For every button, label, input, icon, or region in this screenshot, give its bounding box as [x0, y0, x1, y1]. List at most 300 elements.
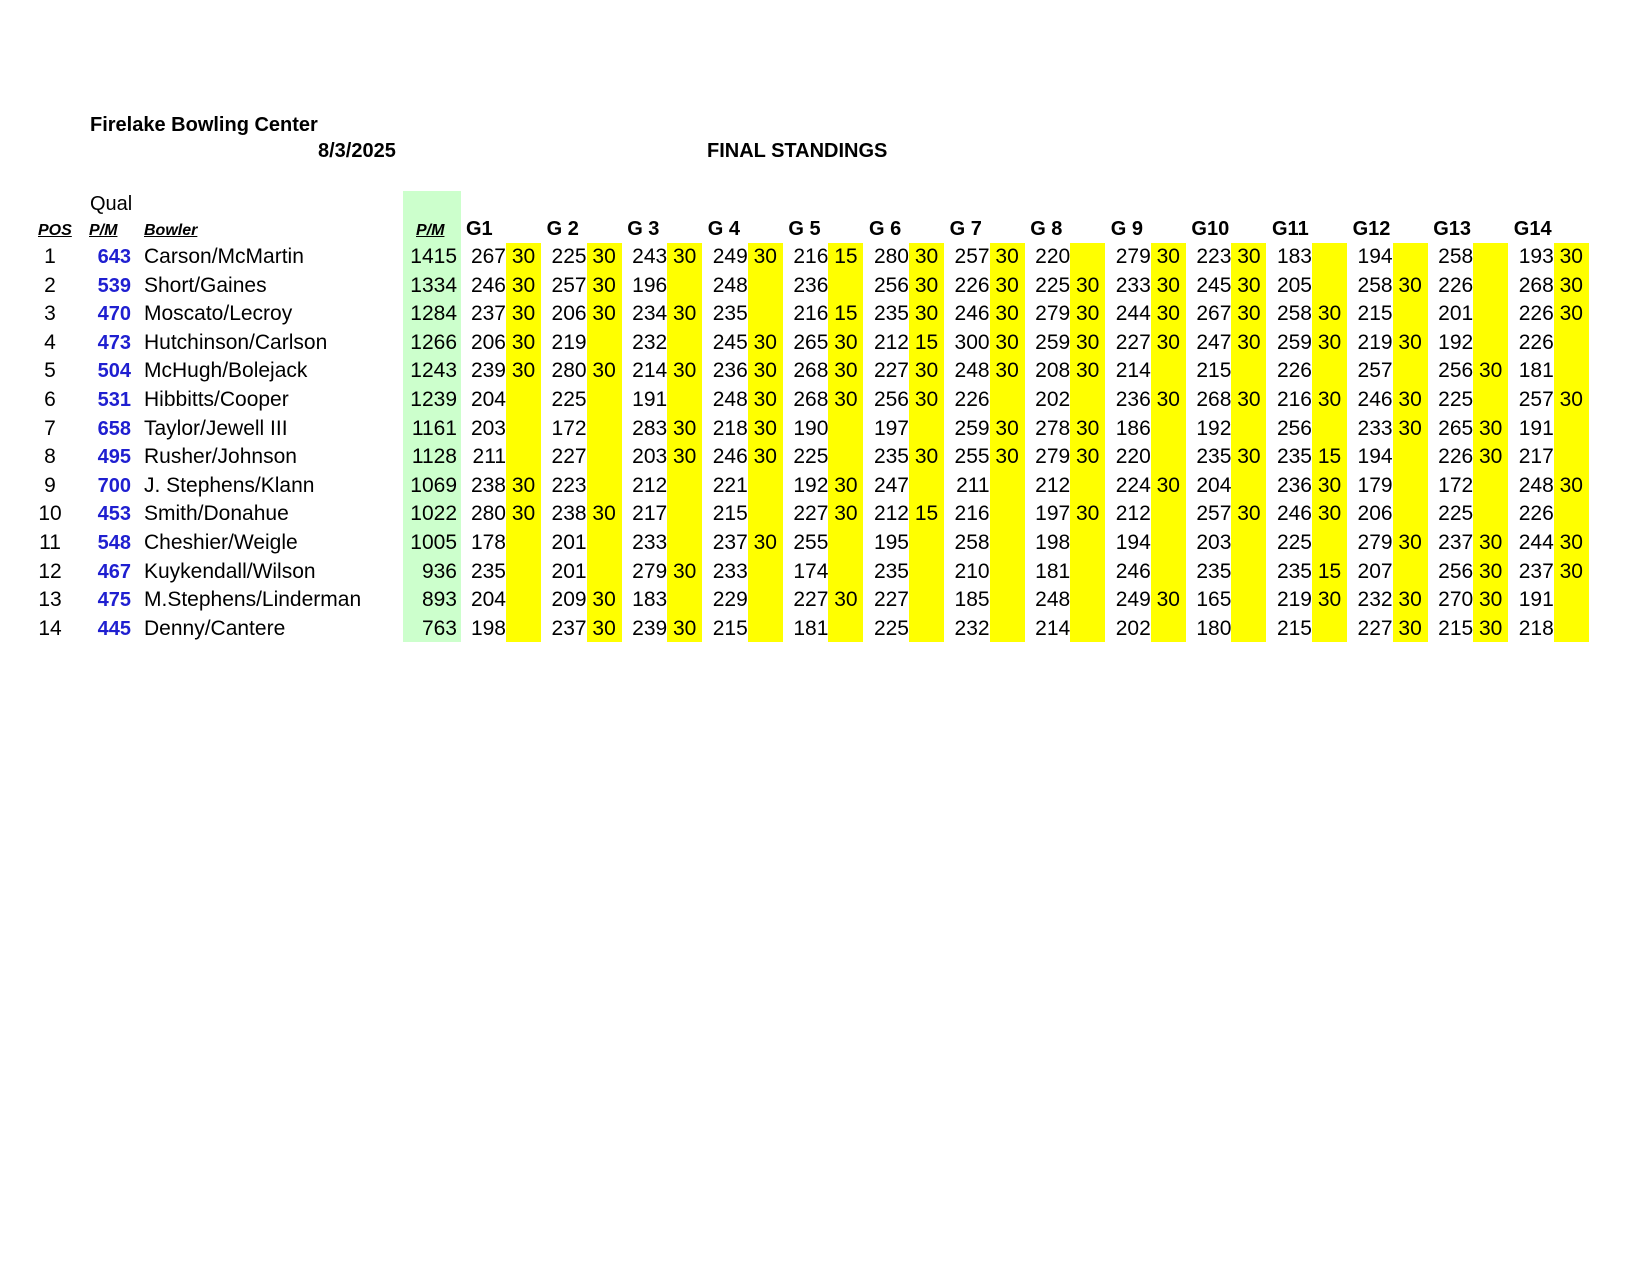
header-pos: POS	[38, 222, 72, 239]
game-score: 267	[1196, 302, 1232, 326]
game-score: 255	[954, 445, 990, 469]
game-score: 235	[1276, 559, 1312, 583]
total-pm: 1266	[410, 330, 457, 354]
game-score: 227	[551, 445, 587, 469]
game-bonus: 30	[914, 359, 939, 383]
game-score: 204	[470, 588, 506, 612]
game-score: 246	[1115, 559, 1151, 583]
game-score: 256	[1438, 559, 1474, 583]
header-game-10: G10	[1191, 218, 1230, 240]
game-bonus: 30	[1076, 330, 1100, 354]
game-score: 257	[551, 273, 587, 297]
game-score: 218	[1518, 616, 1554, 640]
game-score: 258	[1357, 273, 1393, 297]
game-score: 212	[632, 473, 668, 497]
game-bonus: 30	[592, 359, 616, 383]
game-score: 218	[712, 416, 748, 440]
game-score: 232	[1357, 588, 1393, 612]
game-score: 247	[873, 473, 909, 497]
game-score: 211	[956, 473, 990, 497]
bowler-name: Kuykendall/Wilson	[144, 559, 316, 583]
game-score: 235	[1196, 559, 1232, 583]
table-row	[0, 472, 1650, 501]
game-score: 174	[793, 559, 829, 583]
game-score: 268	[793, 388, 829, 411]
game-score: 180	[1196, 616, 1232, 640]
game-score: 214	[1115, 359, 1151, 383]
game-score: 259	[954, 416, 990, 440]
game-score: 238	[470, 473, 506, 497]
game-score: 268	[793, 359, 829, 383]
game-bonus: 30	[753, 388, 777, 411]
game-bonus: 30	[995, 359, 1019, 383]
game-score: 212	[1035, 473, 1071, 497]
game-score: 234	[632, 302, 668, 326]
game-score: 191	[1518, 588, 1554, 612]
game-bonus: 30	[995, 302, 1019, 326]
game-score: 215	[1357, 302, 1393, 326]
game-bonus: 30	[673, 245, 697, 268]
game-bonus: 30	[511, 245, 536, 268]
game-bonus: 30	[1237, 502, 1261, 526]
game-bonus: 30	[673, 616, 697, 640]
game-score: 223	[1196, 245, 1232, 268]
game-score: 245	[712, 330, 748, 354]
game-score: 259	[1035, 330, 1071, 354]
bowler-name: Rusher/Johnson	[144, 445, 297, 469]
game-score: 245	[1196, 273, 1232, 297]
game-score: 192	[793, 473, 829, 497]
game-score: 185	[954, 588, 990, 612]
game-score: 244	[1115, 302, 1151, 326]
game-bonus: 30	[1156, 588, 1180, 612]
game-bonus: 30	[834, 473, 858, 497]
header-bowler: Bowler	[144, 222, 198, 239]
header-game-3: G 3	[627, 218, 660, 240]
qual-pm: 548	[97, 532, 131, 554]
game-score: 229	[712, 588, 748, 612]
table-row	[0, 415, 1650, 444]
game-bonus: 30	[1317, 302, 1342, 326]
game-bonus: 30	[592, 273, 616, 297]
game-score: 268	[1196, 388, 1232, 411]
game-bonus: 15	[914, 502, 939, 526]
qual-label: Qual	[90, 193, 133, 215]
game-bonus: 30	[1156, 245, 1180, 268]
game-bonus: 30	[1237, 330, 1261, 354]
game-score: 219	[1276, 588, 1312, 612]
position: 9	[44, 473, 56, 497]
game-score: 249	[1115, 588, 1151, 612]
game-score: 220	[1115, 445, 1151, 469]
page-title: FINAL STANDINGS	[707, 140, 888, 162]
game-score: 258	[1438, 245, 1474, 268]
game-score: 181	[793, 616, 829, 640]
qual-pm: 495	[97, 446, 131, 469]
game-bonus: 15	[1317, 445, 1342, 469]
game-bonus: 30	[1076, 445, 1100, 469]
game-score: 246	[712, 445, 748, 469]
game-score: 239	[632, 616, 668, 640]
game-score: 183	[1276, 245, 1312, 268]
game-score: 215	[712, 616, 748, 640]
game-bonus: 30	[995, 245, 1019, 268]
bowler-name: Cheshier/Weigle	[144, 531, 298, 554]
qual-pm: 700	[97, 474, 131, 497]
game-bonus: 30	[1317, 473, 1342, 497]
total-pm: 936	[421, 559, 457, 583]
game-bonus: 30	[592, 245, 616, 268]
game-score: 238	[551, 502, 587, 526]
game-score: 283	[632, 416, 668, 440]
game-score: 194	[1357, 245, 1393, 268]
game-score: 226	[1276, 359, 1312, 383]
game-bonus: 30	[511, 273, 536, 297]
game-score: 217	[632, 502, 668, 526]
header-total-pm: P/M	[416, 222, 445, 239]
total-pm: 1415	[410, 245, 457, 268]
game-score: 246	[954, 302, 990, 326]
game-score: 270	[1438, 588, 1474, 612]
game-bonus: 30	[592, 616, 616, 640]
game-score: 193	[1518, 245, 1554, 268]
game-score: 217	[1518, 445, 1554, 469]
game-score: 233	[712, 559, 748, 583]
game-score: 247	[1196, 330, 1232, 354]
game-score: 278	[1035, 416, 1071, 440]
position: 12	[38, 559, 62, 583]
game-score: 249	[712, 245, 748, 268]
game-score: 194	[1357, 445, 1393, 469]
total-pm: 1005	[410, 531, 457, 554]
game-score: 265	[793, 330, 829, 354]
header-game-4: G 4	[707, 218, 741, 240]
table-row	[0, 386, 1650, 415]
game-bonus: 30	[1398, 330, 1422, 354]
game-score: 183	[632, 588, 668, 612]
game-bonus: 30	[511, 330, 536, 354]
bowler-name: J. Stephens/Klann	[144, 473, 315, 497]
game-score: 248	[954, 359, 990, 383]
game-score: 197	[873, 416, 909, 440]
game-bonus: 30	[592, 502, 616, 526]
game-bonus: 30	[1559, 559, 1583, 583]
game-score: 256	[873, 273, 909, 297]
game-score: 219	[1357, 330, 1393, 354]
game-score: 233	[1357, 416, 1393, 440]
game-score: 248	[1035, 588, 1071, 612]
game-score: 256	[873, 388, 909, 411]
total-pm: 1022	[410, 502, 457, 526]
table-row	[0, 586, 1650, 615]
total-pm: 1239	[410, 388, 457, 411]
game-score: 192	[1438, 330, 1474, 354]
game-bonus: 15	[1317, 559, 1342, 583]
game-score: 232	[954, 616, 990, 640]
event-date: 8/3/2025	[318, 140, 396, 162]
game-bonus: 30	[1156, 388, 1180, 411]
game-bonus: 30	[834, 388, 858, 411]
game-score: 237	[551, 616, 587, 640]
game-score: 226	[1518, 330, 1554, 354]
game-score: 246	[470, 273, 506, 297]
game-score: 216	[793, 245, 829, 268]
table-row	[0, 558, 1650, 587]
position: 1	[44, 245, 56, 268]
game-bonus: 30	[1076, 273, 1100, 297]
game-score: 196	[632, 273, 668, 297]
bowler-name: Moscato/Lecroy	[144, 302, 293, 326]
header-game-11: G11	[1272, 218, 1309, 240]
position: 13	[38, 588, 62, 612]
game-score: 233	[1115, 273, 1151, 297]
game-score: 237	[1518, 559, 1554, 583]
game-score: 181	[1518, 359, 1554, 383]
game-bonus: 30	[1237, 245, 1261, 268]
position: 11	[39, 531, 61, 554]
game-bonus: 30	[1398, 416, 1422, 440]
game-score: 236	[712, 359, 748, 383]
game-score: 225	[793, 445, 829, 469]
game-score: 227	[793, 502, 829, 526]
game-score: 227	[873, 588, 909, 612]
qual-pm: 473	[97, 331, 131, 354]
game-score: 206	[551, 302, 587, 326]
game-score: 257	[954, 245, 990, 268]
game-score: 255	[793, 531, 829, 554]
header-game-1: G1	[466, 218, 493, 240]
game-score: 198	[1035, 531, 1071, 554]
game-bonus: 30	[1559, 302, 1583, 326]
game-bonus: 30	[1156, 273, 1180, 297]
game-score: 215	[1276, 616, 1312, 640]
position: 5	[44, 359, 56, 383]
game-score: 227	[873, 359, 909, 383]
game-score: 194	[1115, 531, 1151, 554]
game-score: 236	[793, 273, 829, 297]
game-score: 212	[1115, 502, 1151, 526]
game-bonus: 30	[914, 388, 939, 411]
game-score: 279	[1035, 445, 1071, 469]
table-row	[0, 500, 1650, 529]
game-score: 212	[873, 502, 909, 526]
game-score: 216	[1276, 388, 1312, 411]
header-qual-pm: P/M	[89, 222, 118, 239]
total-pm: 1128	[411, 445, 457, 469]
position: 3	[44, 302, 56, 326]
game-bonus: 15	[914, 330, 939, 354]
game-score: 237	[712, 531, 748, 554]
game-score: 207	[1357, 559, 1393, 583]
game-score: 258	[1276, 302, 1312, 326]
game-bonus: 30	[511, 359, 536, 383]
game-score: 172	[1438, 473, 1474, 497]
game-bonus: 30	[1559, 245, 1583, 268]
game-score: 226	[1438, 273, 1474, 297]
game-bonus: 30	[995, 416, 1019, 440]
game-score: 216	[954, 502, 990, 526]
game-score: 178	[470, 531, 506, 554]
position: 4	[44, 330, 56, 354]
game-score: 220	[1035, 245, 1071, 268]
game-score: 227	[1357, 616, 1393, 640]
game-score: 221	[712, 473, 748, 497]
position: 8	[44, 445, 56, 469]
game-score: 186	[1115, 416, 1151, 440]
game-bonus: 30	[1156, 473, 1180, 497]
game-bonus: 30	[753, 531, 777, 554]
game-score: 197	[1035, 502, 1071, 526]
game-bonus: 30	[834, 359, 858, 383]
total-pm: 1069	[410, 473, 457, 497]
game-score: 235	[873, 445, 909, 469]
game-score: 239	[470, 359, 506, 383]
header-game-2: G 2	[546, 218, 579, 240]
game-bonus: 30	[834, 330, 858, 354]
game-score: 195	[873, 531, 909, 554]
bowler-name: Hutchinson/Carlson	[144, 330, 328, 354]
game-score: 236	[1276, 473, 1312, 497]
game-score: 235	[1196, 445, 1232, 469]
game-score: 216	[793, 302, 829, 326]
qual-pm: 539	[97, 274, 131, 297]
game-bonus: 30	[753, 330, 777, 354]
position: 2	[44, 273, 56, 297]
game-score: 219	[551, 330, 587, 354]
game-score: 225	[1276, 531, 1312, 554]
game-score: 259	[1276, 330, 1312, 354]
game-bonus: 30	[673, 559, 697, 583]
game-bonus: 30	[1559, 473, 1583, 497]
game-score: 204	[470, 388, 506, 411]
game-score: 235	[470, 559, 506, 583]
game-score: 246	[1276, 502, 1312, 526]
header-game-9: G 9	[1110, 218, 1144, 240]
bowler-name: Smith/Donahue	[144, 502, 289, 526]
qual-pm: 445	[97, 617, 131, 640]
qual-pm: 504	[97, 360, 131, 383]
game-bonus: 30	[1479, 445, 1503, 469]
game-score: 203	[632, 445, 668, 469]
game-score: 214	[632, 359, 668, 383]
game-score: 225	[1035, 273, 1071, 297]
game-score: 243	[632, 245, 668, 268]
header-game-13: G13	[1433, 218, 1471, 240]
position: 7	[44, 416, 56, 440]
game-bonus: 30	[1317, 330, 1342, 354]
game-bonus: 30	[1398, 616, 1422, 640]
game-score: 215	[1196, 359, 1232, 383]
game-bonus: 30	[1479, 588, 1503, 612]
game-score: 225	[873, 616, 909, 640]
game-bonus: 30	[1237, 302, 1261, 326]
game-score: 226	[1438, 445, 1474, 469]
game-bonus: 30	[914, 273, 939, 297]
game-score: 268	[1518, 273, 1554, 297]
game-score: 225	[551, 388, 587, 411]
game-score: 202	[1035, 388, 1071, 411]
game-score: 209	[551, 588, 587, 612]
table-row	[0, 329, 1650, 358]
total-pm: 1284	[410, 302, 457, 326]
game-bonus: 30	[1559, 388, 1583, 411]
game-score: 227	[1115, 330, 1151, 354]
game-score: 235	[873, 559, 909, 583]
game-score: 248	[712, 388, 748, 411]
bowler-name: Carson/McMartin	[144, 245, 304, 268]
game-bonus: 30	[914, 245, 939, 268]
game-score: 212	[873, 330, 909, 354]
game-bonus: 30	[592, 588, 616, 612]
game-bonus: 30	[753, 245, 777, 268]
game-score: 214	[1035, 616, 1071, 640]
game-bonus: 30	[1479, 416, 1503, 440]
game-bonus: 30	[511, 473, 536, 497]
game-score: 279	[1357, 531, 1393, 554]
game-score: 165	[1196, 588, 1232, 612]
game-score: 280	[470, 502, 506, 526]
game-score: 267	[470, 245, 506, 268]
game-score: 211	[472, 445, 506, 469]
table-row	[0, 615, 1650, 644]
table-row	[0, 529, 1650, 558]
game-score: 256	[1438, 359, 1474, 383]
game-score: 190	[793, 416, 829, 440]
game-score: 225	[1438, 388, 1474, 411]
game-score: 191	[1518, 416, 1554, 440]
game-score: 172	[551, 416, 587, 440]
game-bonus: 30	[1479, 359, 1503, 383]
header-game-7: G 7	[949, 218, 982, 240]
game-bonus: 30	[1076, 416, 1100, 440]
game-score: 224	[1115, 473, 1151, 497]
game-score: 227	[793, 588, 829, 612]
game-bonus: 30	[1237, 445, 1261, 469]
game-score: 210	[954, 559, 990, 583]
game-bonus: 30	[1479, 616, 1503, 640]
game-score: 235	[1276, 445, 1312, 469]
game-score: 205	[1276, 273, 1312, 297]
game-bonus: 30	[834, 502, 858, 526]
game-bonus: 30	[673, 359, 697, 383]
game-bonus: 15	[834, 302, 858, 326]
game-bonus: 30	[753, 445, 777, 469]
game-score: 226	[1518, 302, 1554, 326]
game-score: 192	[1196, 416, 1232, 440]
game-bonus: 30	[995, 330, 1019, 354]
game-score: 236	[1115, 388, 1151, 411]
game-score: 248	[1518, 473, 1554, 497]
game-score: 248	[712, 273, 748, 297]
game-bonus: 30	[995, 445, 1019, 469]
game-score: 235	[873, 302, 909, 326]
qual-pm: 470	[97, 303, 131, 326]
game-score: 206	[1357, 502, 1393, 526]
game-bonus: 30	[753, 416, 777, 440]
game-score: 244	[1518, 531, 1554, 554]
bowler-name: Short/Gaines	[144, 273, 267, 297]
game-score: 256	[1276, 416, 1312, 440]
total-pm: 1334	[410, 273, 457, 297]
game-bonus: 15	[834, 245, 858, 268]
game-score: 237	[470, 302, 506, 326]
game-bonus: 30	[673, 445, 697, 469]
game-bonus: 30	[1317, 588, 1342, 612]
position: 6	[44, 388, 56, 411]
total-pm: 893	[421, 588, 457, 612]
game-bonus: 30	[914, 302, 939, 326]
game-bonus: 30	[995, 273, 1019, 297]
